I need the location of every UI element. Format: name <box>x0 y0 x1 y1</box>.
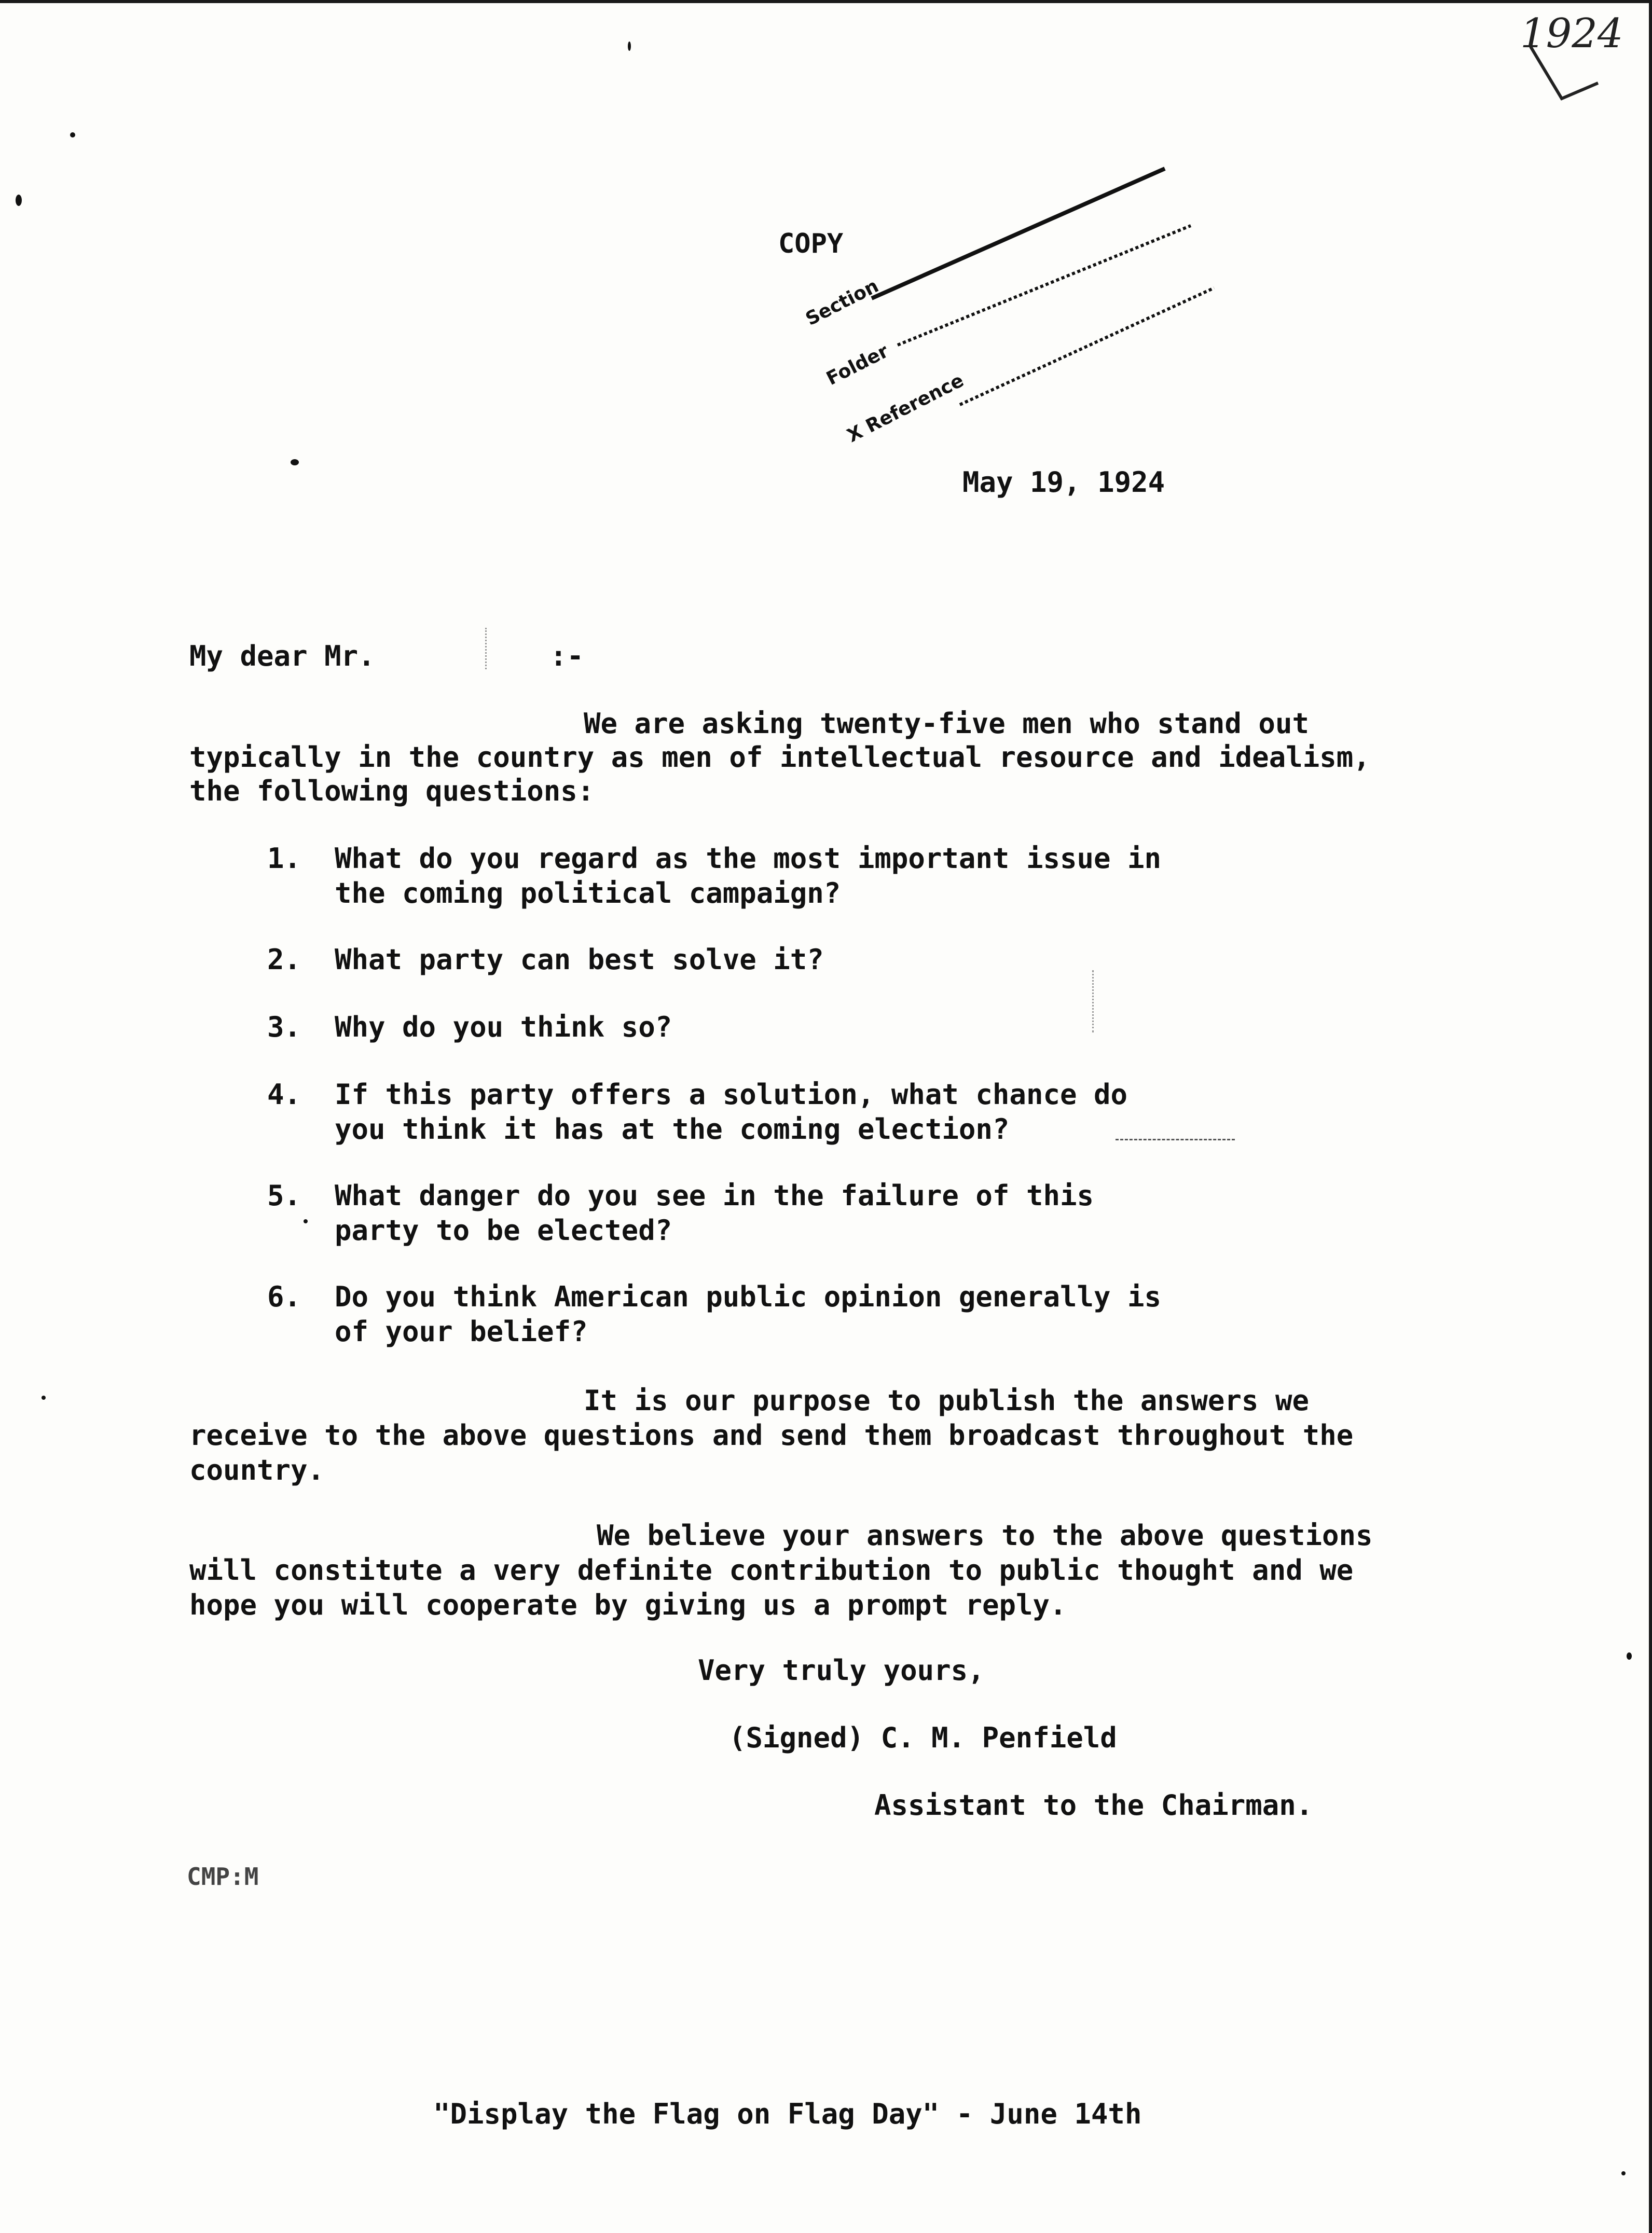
salutation: My dear Mr. <box>189 640 375 672</box>
question-number: 5. <box>267 1179 301 1212</box>
belief-line-2: will constitute a very definite contribution to public thought and we <box>189 1554 1354 1587</box>
salutation-suffix: :- <box>550 640 584 672</box>
question-text: What do you regard as the most important issue in <box>335 842 1162 875</box>
scan-speck <box>304 1219 308 1223</box>
reference-initials: CMP:M <box>187 1863 259 1891</box>
footer-slogan: "Display the Flag on Flag Day" - June 14th <box>433 2098 1142 2130</box>
question-number: 4. <box>267 1078 301 1111</box>
question-number: 1. <box>267 842 301 875</box>
question-text: What party can best solve it? <box>335 943 824 976</box>
intro-line-1: We are asking twenty-five men who stand out <box>584 707 1309 740</box>
purpose-line-1: It is our purpose to publish the answers we <box>584 1384 1309 1417</box>
belief-line-3: hope you will cooperate by giving us a prompt reply. <box>189 1589 1067 1621</box>
scan-speck <box>70 132 75 137</box>
question-text-continued: you think it has at the coming election? <box>335 1113 1010 1146</box>
intro-line-3: the following questions: <box>189 775 595 807</box>
scan-speck <box>42 1396 46 1400</box>
question-text: What danger do you see in the failure of this <box>335 1179 1094 1212</box>
filing-stamp-lines <box>861 161 1224 431</box>
question-text: Why do you think so? <box>335 1011 672 1043</box>
scan-speck <box>628 42 631 51</box>
purpose-line-3: country. <box>189 1454 325 1486</box>
letter-date: May 19, 1924 <box>962 466 1165 499</box>
scan-speck <box>291 459 299 465</box>
signature: (Signed) C. M. Penfield <box>729 1721 1117 1754</box>
folder-label: Folder <box>823 340 892 390</box>
question-number: 3. <box>267 1011 301 1043</box>
belief-line-1: We believe your answers to the above questions <box>597 1519 1373 1552</box>
question-number: 2. <box>267 943 301 976</box>
purpose-line-2: receive to the above questions and send them broadcast throughout the <box>189 1419 1354 1452</box>
question-text-continued: party to be elected? <box>335 1214 672 1247</box>
closing: Very truly yours, <box>698 1654 985 1687</box>
check-mark-icon <box>1520 21 1614 104</box>
signer-title: Assistant to the Chairman. <box>874 1789 1313 1822</box>
scan-edge-right <box>1649 0 1652 2233</box>
margin-dots <box>1092 970 1094 1032</box>
scan-speck <box>1627 1652 1632 1660</box>
question-text: Do you think American public opinion generally is <box>335 1280 1162 1313</box>
copy-label: COPY <box>778 228 844 259</box>
intro-line-2: typically in the country as men of intellectual resource and idealism, <box>189 741 1370 774</box>
question-text-continued: the coming political campaign? <box>335 877 841 909</box>
margin-dash-trail <box>1116 1139 1235 1140</box>
x-reference-label: X Reference <box>844 369 968 447</box>
question-text-continued: of your belief? <box>335 1315 588 1348</box>
scan-speck <box>1621 2171 1626 2175</box>
blank-name-mark <box>485 628 487 669</box>
scan-speck <box>16 195 22 206</box>
handwritten-year: 1924 <box>1520 10 1623 57</box>
scan-edge-top <box>0 0 1652 3</box>
question-number: 6. <box>267 1280 301 1313</box>
question-text: If this party offers a solution, what chance do <box>335 1078 1128 1111</box>
section-label: Section <box>802 275 883 330</box>
